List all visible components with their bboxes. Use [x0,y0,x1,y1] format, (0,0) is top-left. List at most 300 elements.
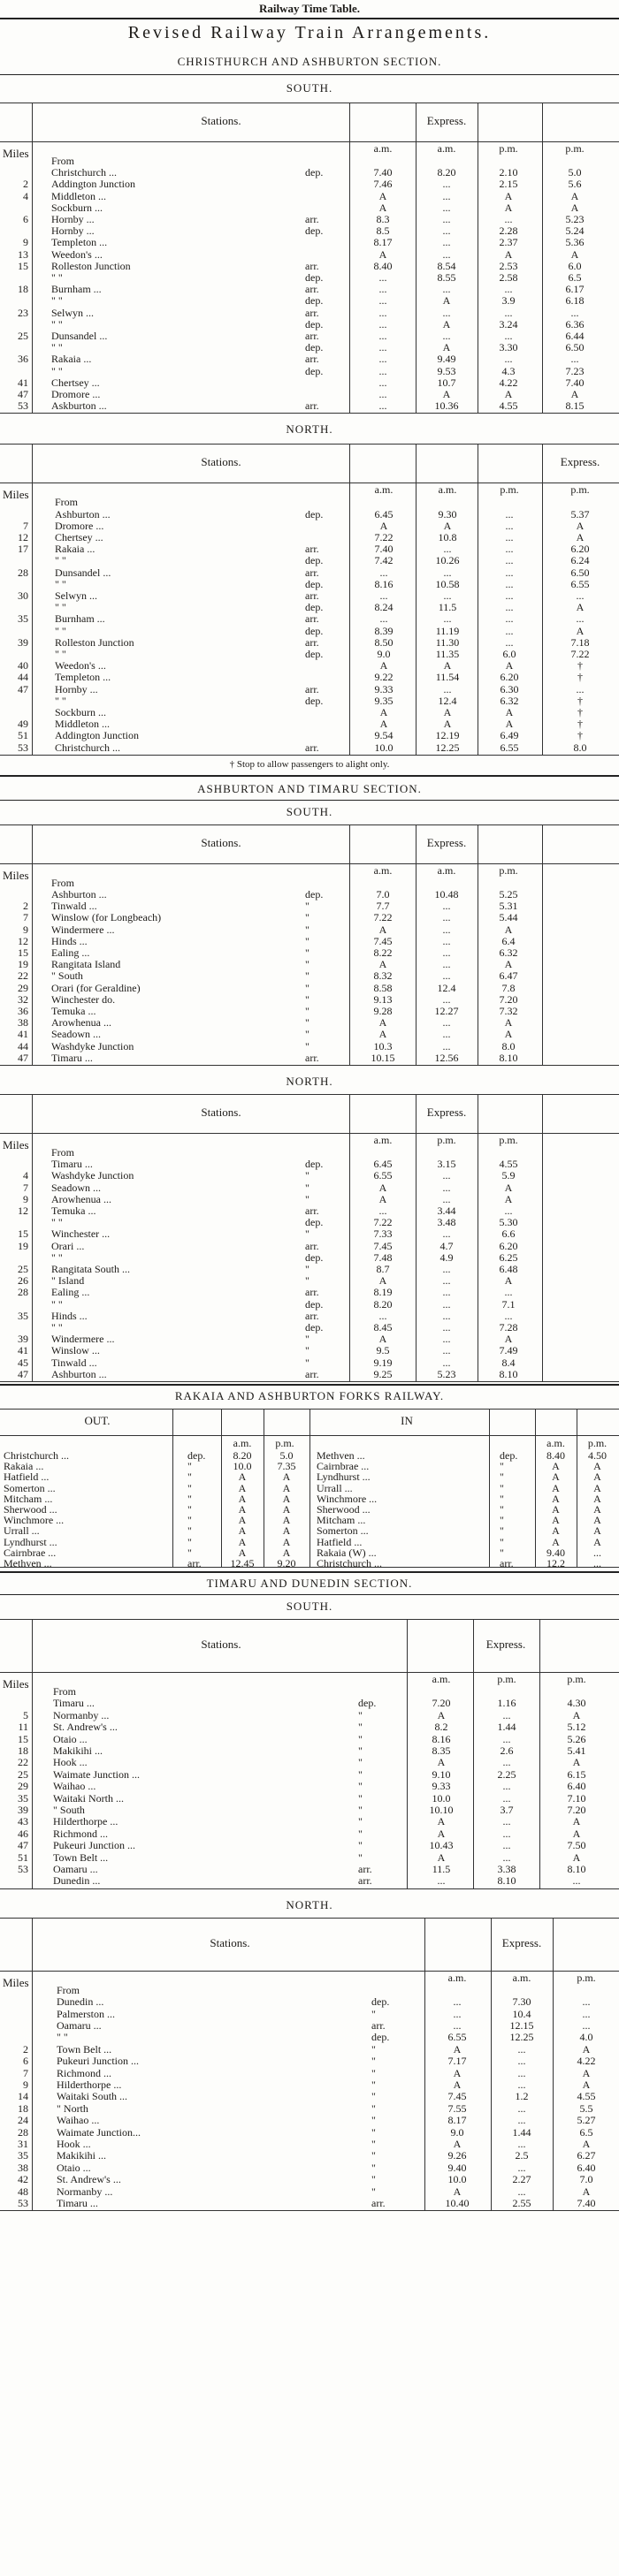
time-cell: ... [502,1827,511,1840]
arr-dep-qualifier: dep. [305,577,324,590]
arr-dep-qualifier: " [305,1169,310,1182]
miles-value: 39 [18,635,28,649]
station-name: Mitcham ... [317,1514,366,1527]
time-cell: 9.10 [432,1767,451,1781]
time-cell: 4.55 [577,2090,596,2103]
time-cell: A [442,317,451,331]
station-name: Rakaia (W) ... [317,1546,377,1559]
time-cell: A [552,1470,560,1484]
time-cell: 6.20 [500,671,519,684]
time-cell: ... [442,1192,451,1205]
station-name: Rakaia ... [55,543,96,556]
arr-dep-qualifier: " [187,1460,192,1473]
miles-value: 15 [18,1732,28,1745]
time-cell: 7.10 [567,1791,586,1805]
miles-value: 38 [18,2161,28,2174]
time-cell: A [378,1333,387,1346]
station-name: Addington Junction [55,729,139,742]
timetable [0,824,619,1066]
arr-dep-qualifier: " [371,2185,376,2198]
time-cell: ... [505,589,514,602]
time-cell: A [282,1535,291,1548]
time-cell: 2.58 [499,271,518,284]
time-cell: 3.48 [437,1216,456,1229]
station-name: From [51,876,75,889]
table-top-rule [0,444,619,445]
time-cell: 9.5 [376,1344,390,1357]
arr-dep-qualifier: dep. [305,507,324,521]
station-name: Askburton ... [51,399,107,413]
miles-value: 43 [18,1815,28,1828]
time-cell: A [572,1756,581,1769]
time-cell: 6.40 [567,1780,586,1793]
station-name: Hornby ... [51,224,95,238]
section-title: TIMARU AND DUNEDIN SECTION. [206,1577,413,1590]
time-cell: 8.50 [374,635,394,649]
station-name: Lyndhurst ... [4,1535,57,1548]
miles-value: 9 [23,923,28,936]
time-cell: 6.0 [502,647,516,660]
time-cell: A [453,2185,462,2198]
time-cell: ... [505,507,514,521]
time-cell: 3.30 [499,341,518,354]
station-name: Selwyn ... [51,306,94,319]
arr-dep-qualifier: " [305,1263,310,1275]
station-name: " " [51,341,63,354]
arr-dep-qualifier: " [305,981,310,994]
arr-dep-qualifier: arr. [305,589,319,602]
arr-dep-qualifier: " [305,969,310,983]
time-cell: 2.53 [499,259,518,272]
arr-dep-qualifier: " [305,1192,310,1205]
station-name: Normanby ... [57,2185,113,2198]
miles-value: 49 [18,718,28,731]
time-cell: ... [517,2185,526,2198]
time-cell: ... [378,1204,387,1217]
time-cell: 7.0 [579,2173,593,2186]
station-name: From [51,155,75,167]
time-cell: ... [442,201,451,214]
station-name: Normanby ... [53,1708,110,1721]
time-cell: A [453,2042,462,2055]
arr-dep-qualifier: " [500,1514,504,1527]
time-cell: 7.49 [499,1344,518,1357]
time-cell: 4.7 [439,1239,454,1252]
time-cell: ... [442,1227,451,1241]
time-cell: A [238,1524,247,1538]
direction-heading: NORTH. [286,1897,333,1911]
out-label: OUT. [84,1414,111,1427]
time-cell: A [378,1028,387,1041]
miles-value: 17 [18,543,28,556]
time-cell: ... [570,306,579,319]
miles-value: 9 [23,1192,28,1205]
time-cell: ... [378,294,387,308]
time-cell: ... [517,2114,526,2127]
arr-dep-qualifier: " [371,2114,376,2127]
column-rule [172,1409,173,1568]
divider-rule [0,74,619,75]
time-cell: A [378,923,387,936]
time-cell: ... [517,2078,526,2091]
station-name: Pukeuri Junction ... [57,2055,139,2068]
miles-value: 18 [18,283,28,296]
time-cell: ... [505,530,514,543]
arr-dep-qualifier: " [187,1514,192,1527]
arr-dep-qualifier: dep. [187,1449,206,1462]
time-cell: A [238,1481,247,1494]
divider-rule [0,775,619,777]
time-cell: ... [582,2007,591,2020]
station-name: Hinds ... [51,934,88,947]
time-cell: ... [504,213,513,225]
station-name: Rakaia ... [4,1460,44,1473]
time-cell: 8.15 [565,399,585,413]
miles-value: 23 [18,306,28,319]
time-cell: ... [442,189,451,202]
miles-value: 35 [18,612,28,626]
miles-value: 35 [18,2149,28,2162]
time-cell: ... [505,554,514,567]
arr-dep-qualifier: arr. [305,1367,319,1380]
express-label: Express. [426,1106,467,1119]
arr-dep-qualifier: " [358,1804,363,1816]
page-title: Railway Time Table. [258,2,361,15]
time-header: a.m. [438,483,457,497]
divider-rule [0,18,619,19]
time-cell: 8.35 [432,1744,451,1757]
arr-dep-qualifier: " [500,1524,504,1538]
time-cell: ... [442,283,451,296]
time-cell: 6.55 [570,577,590,590]
miles-value: 29 [18,981,28,994]
miles-value: 53 [18,399,28,413]
time-cell: 9.22 [374,671,394,684]
express-label: Express. [501,1935,542,1949]
time-cell: 9.40 [447,2161,467,2174]
time-cell: 7.22 [374,530,394,543]
station-name: " " [51,364,63,377]
time-cell: A [282,1492,291,1505]
time-cell: ... [442,178,451,191]
time-cell: A [504,1333,513,1346]
miles-value: 7 [23,2066,28,2079]
arr-dep-qualifier: dep. [305,647,324,660]
station-name: Christchurch ... [55,741,120,754]
time-header: p.m. [497,1673,516,1685]
station-name: Makikihi ... [57,2149,106,2162]
time-cell: ... [505,612,514,626]
time-cell: A [582,2078,591,2091]
time-cell: ... [442,1181,451,1194]
arr-dep-qualifier: " [305,946,310,959]
station-name: Waimate Junction ... [53,1767,141,1781]
miles-label: Miles [3,147,29,160]
miles-value: 28 [18,2125,28,2139]
time-cell: ... [504,353,513,366]
time-cell: 9.54 [374,729,394,742]
station-name: Rangitata South ... [51,1263,130,1275]
time-cell: A [442,294,451,308]
time-cell: A [582,2042,591,2055]
station-name: " " [55,694,66,707]
time-cell: 5.12 [567,1721,586,1734]
time-cell: ... [505,543,514,556]
miles-value: 19 [18,1239,28,1252]
arr-dep-qualifier: " [371,2090,376,2103]
time-cell: A [504,247,513,261]
station-name: Hilderthorpe ... [57,2078,122,2091]
stations-label: Stations. [201,114,241,127]
arr-dep-qualifier: dep. [305,317,324,331]
time-cell: 9.33 [432,1780,451,1793]
station-name: Ashburton ... [51,1367,107,1380]
column-rule [542,1094,543,1382]
time-cell: A [576,601,585,614]
time-cell: 10.58 [435,577,460,590]
time-cell: 7.35 [277,1460,296,1473]
miles-value: 4 [23,189,28,202]
time-cell: 5.31 [499,900,518,913]
time-cell: 10.43 [429,1839,454,1852]
time-cell: 4.9 [439,1250,454,1264]
time-cell: A [593,1481,601,1494]
arr-dep-qualifier: " [371,2125,376,2139]
miles-value: 2 [23,900,28,913]
arr-dep-qualifier: arr. [305,1286,319,1299]
time-cell: 6.45 [374,507,394,521]
arr-dep-qualifier: dep. [371,1995,390,2009]
time-cell: ... [505,566,514,579]
time-cell: 12.25 [435,741,460,754]
station-name: Lyndhurst ... [317,1470,371,1484]
time-cell: ... [593,1546,601,1559]
station-name: Sockburn ... [55,705,106,718]
time-cell: ... [442,1263,451,1275]
time-cell: ... [453,2007,462,2020]
station-name: Ealing ... [51,946,90,959]
time-cell: 10.40 [445,2196,470,2209]
arr-dep-qualifier: " [305,958,310,971]
miles-value: 15 [18,259,28,272]
time-cell: 8.19 [373,1286,393,1299]
miles-label: Miles [3,1138,29,1151]
time-cell: 6.4 [501,934,516,947]
time-cell: A [378,1192,387,1205]
time-cell: 6.55 [373,1169,393,1182]
miles-value: 47 [18,388,28,400]
time-cell: 6.32 [500,694,519,707]
miles-value: 19 [18,958,28,971]
time-cell: ... [378,376,387,389]
time-cell: A [378,958,387,971]
time-cell: ... [505,624,514,637]
station-name: Middleton ... [51,189,106,202]
miles-value: 28 [18,566,28,579]
time-cell: ... [502,1791,511,1805]
time-cell: A [453,2066,462,2079]
time-cell: ... [442,1297,451,1311]
station-name: Seadown ... [51,1181,101,1194]
time-cell: ... [442,958,451,971]
miles-value: 12 [18,530,28,543]
time-cell: 1.2 [515,2090,529,2103]
miles-value: 9 [23,236,28,249]
time-cell: ... [453,1995,462,2009]
time-cell: 12.19 [435,729,460,742]
time-cell: ... [442,1169,451,1182]
time-cell: 11.35 [435,647,460,660]
stations-label: Stations. [201,455,241,469]
miles-value: 15 [18,1227,28,1241]
time-cell: ... [505,601,514,614]
time-cell: 8.0 [573,741,587,754]
time-cell: A [552,1524,560,1538]
divider-rule [0,1384,619,1386]
station-name: " North [57,2101,88,2115]
miles-value: 9 [23,2078,28,2091]
time-cell: 2.15 [499,178,518,191]
station-name: Otaio ... [53,1732,88,1745]
station-name: Tinwald ... [51,900,97,913]
time-cell: 2.25 [497,1767,516,1781]
arr-dep-qualifier: dep. [305,601,324,614]
time-cell: 8.39 [374,624,394,637]
time-header: p.m. [567,1673,586,1685]
time-cell: A [504,958,513,971]
time-cell: ... [582,2018,591,2032]
station-name: Dromore ... [51,388,101,400]
time-cell: 10.48 [434,887,459,900]
time-cell: 4.22 [577,2055,596,2068]
time-cell: 9.0 [377,647,391,660]
time-cell: ... [442,900,451,913]
time-cell: A [572,1815,581,1828]
time-cell: 9.28 [373,1004,393,1017]
miles-value: 44 [18,671,28,684]
time-cell: 7.0 [376,887,390,900]
arr-dep-qualifier: " [305,1356,310,1369]
arr-dep-qualifier: dep. [305,1158,324,1171]
time-cell: 6.27 [577,2149,596,2162]
time-cell: A [552,1503,560,1516]
arr-dep-qualifier: arr. [305,283,319,296]
time-cell: ... [378,330,387,342]
miles-label: Miles [3,868,29,882]
station-name: " " [57,2031,68,2044]
time-cell: A [282,1481,291,1494]
miles-value: 47 [18,1051,28,1064]
time-header: p.m. [499,863,518,877]
time-cell: 8.3 [376,213,390,225]
time-cell: 2.55 [512,2196,531,2209]
timetable [0,444,619,755]
time-cell: 5.41 [567,1744,586,1757]
miles-value: 36 [18,353,28,366]
station-name: Waitaki South ... [57,2090,128,2103]
time-cell: 7.20 [499,992,518,1006]
miles-value: 53 [18,2196,28,2209]
table-top-rule [0,1619,619,1620]
time-cell: ... [576,589,585,602]
time-cell: ... [442,911,451,924]
section-title: CHRISTHURCH AND ASHBURTON SECTION. [177,55,442,68]
station-name: Richmond ... [57,2066,111,2079]
time-cell: 7.42 [374,554,394,567]
time-cell: A [593,1503,601,1516]
time-cell: A [282,1546,291,1559]
time-cell: 7.40 [373,166,393,179]
station-name: Washdyke Junction [51,1169,134,1182]
time-cell: 9.40 [546,1546,565,1559]
time-cell: A [504,1181,513,1194]
time-cell: A [582,2137,591,2150]
time-cell: A [505,705,514,718]
station-name: Winslow ... [51,1344,100,1357]
station-name: Hilderthorpe ... [53,1815,118,1828]
arr-dep-qualifier: " [305,911,310,924]
miles-value: 39 [18,1333,28,1346]
time-cell: A [572,1827,581,1840]
time-cell: 3.15 [437,1158,456,1171]
table-bottom-rule [0,1381,619,1382]
time-cell: ... [442,1286,451,1299]
arr-dep-qualifier: arr. [371,2018,386,2032]
miles-value: 28 [18,1286,28,1299]
time-cell: 7.48 [373,1250,393,1264]
time-cell: 5.23 [565,213,585,225]
time-cell: 7.20 [567,1804,586,1816]
time-cell: † [577,671,583,684]
arr-dep-qualifier: " [305,923,310,936]
station-name: Tinwald ... [51,1356,97,1369]
time-cell: ... [442,1028,451,1041]
miles-value: 47 [18,1839,28,1852]
station-name: Urrall ... [4,1524,40,1538]
column-rule [32,824,33,1066]
time-cell: 6.50 [565,341,585,354]
time-cell: ... [379,589,388,602]
station-name: " " [51,1250,63,1264]
time-cell: ... [378,317,387,331]
time-cell: ... [443,612,452,626]
time-cell: 2.10 [499,166,518,179]
time-cell: 12.25 [509,2031,534,2044]
time-cell: 9.25 [373,1367,393,1380]
arr-dep-qualifier: " [500,1460,504,1473]
station-name: Oamaru ... [53,1863,98,1875]
miles-value: 22 [18,1756,28,1769]
table-top-rule [0,824,619,825]
time-cell: 2.5 [515,2149,529,2162]
station-name: Winchester ... [51,1227,111,1241]
time-cell: ... [593,1557,601,1569]
time-cell: 7.8 [501,981,516,994]
station-name: Hatfield ... [317,1535,363,1548]
miles-value: 26 [18,1274,28,1288]
time-cell: ... [504,1286,513,1299]
time-cell: 6.47 [499,969,518,983]
miles-label: Miles [3,1677,29,1691]
station-name: Temuka ... [51,1204,96,1217]
time-cell: A [437,1827,446,1840]
time-cell: 3.7 [500,1804,514,1816]
time-cell: 11.5 [438,601,457,614]
time-cell: ... [442,992,451,1006]
time-cell: 10.4 [512,2007,531,2020]
miles-value: 35 [18,1791,28,1805]
time-cell: A [504,1028,513,1041]
